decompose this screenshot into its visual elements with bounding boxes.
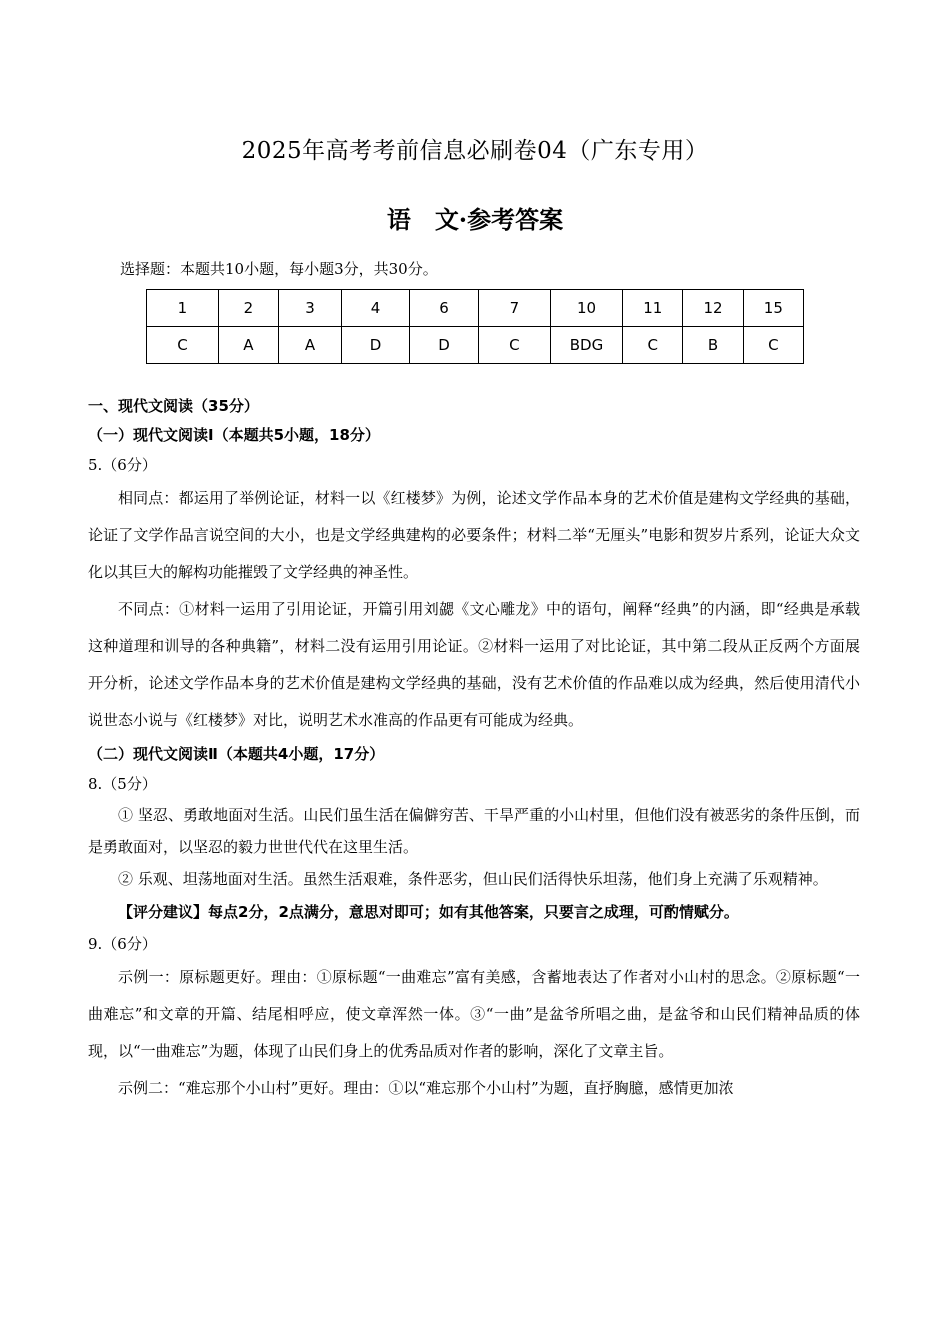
subtitle-rest: 文·参考答案 — [434, 205, 564, 234]
part-heading: （一）现代文阅读Ⅰ（本题共5小题，18分） — [88, 426, 380, 444]
question-number-cell: 10 — [550, 290, 622, 327]
question-number-cell: 7 — [478, 290, 550, 327]
answer-cell: C — [743, 327, 803, 364]
question-number-cell: 3 — [278, 290, 341, 327]
document-subtitle — [0, 200, 950, 235]
answer-paragraph: 示例一：原标题更好。理由：①原标题“一曲难忘”富有美感，含蓄地表达了作者对小山村的思念。②原标题“一曲难忘”和文章的开篇、结尾相呼应，使文章浑然一体。③“一曲”是盆爷所唱之曲，是盆爷和山民们精神品质的体现，以“一曲难忘”为题，体现了山民们身上的优秀品质对作者的影响，深化了文章主旨。 — [88, 968, 860, 1060]
answer-cell: C — [478, 327, 550, 364]
answer-paragraph: 示例二：“难忘那个小山村”更好。理由：①以“难忘那个小山村”为题，直抒胸臆，感情更加浓 — [118, 1079, 734, 1097]
answer-cell: D — [342, 327, 410, 364]
answer-cell: C — [623, 327, 683, 364]
document-title: 2025年高考考前信息必刷卷04（广东专用） — [241, 138, 709, 164]
part-heading: （二）现代文阅读Ⅱ（本题共4小题，17分） — [88, 745, 385, 763]
selection-intro: 选择题：本题共10小题，每小题3分，共30分。 — [120, 260, 438, 278]
answer-paragraph: 相同点：都运用了举例论证，材料一以《红楼梦》为例，论述文学作品本身的艺术价值是建构文学经典的基础，论证了文学作品言说空间的大小，也是文学经典建构的必要条件；材料二举“无厘头”电影和贺岁片系列，论证大众文化以其巨大的解构功能摧毁了文学经典的神圣性。 — [88, 489, 860, 581]
answer-cell: A — [218, 327, 278, 364]
question-number-cell: 15 — [743, 290, 803, 327]
answer-table — [146, 289, 804, 364]
answer-cell: C — [147, 327, 219, 364]
scoring-note: 【评分建议】每点2分，2点满分，意思对即可；如有其他答案，只要言之成理，可酌情赋分。 — [118, 903, 739, 921]
question-number-cell: 6 — [410, 290, 479, 327]
question-label: 5.（6分） — [88, 456, 157, 474]
answer-paragraph: ② 乐观、坦荡地面对生活。虽然生活艰难，条件恶劣，但山民们活得快乐坦荡，他们身上充满了乐观精神。 — [118, 870, 828, 888]
answer-paragraph: 不同点：①材料一运用了引用论证，开篇引用刘勰《文心雕龙》中的语句，阐释“经典”的内涵，即“经典是承载这种道理和训导的各种典籍”，材料二没有运用引用论证。②材料一运用了对比论证，其中第二段从正反两个方面展开分析，论述文学作品本身的艺术价值是建构文学经典的基础，没有艺术价值的作品难以成为经典，然后使用清代小说世态小说与《红楼梦》对比，说明艺术水准高的作品更有可能成为经典。 — [88, 600, 860, 729]
question-number-row — [147, 290, 804, 327]
section-heading: 一、现代文阅读（35分） — [88, 397, 259, 415]
question-number-cell: 4 — [342, 290, 410, 327]
answer-row — [147, 327, 804, 364]
question-number-cell: 2 — [218, 290, 278, 327]
answer-paragraph: ① 坚忍、勇敢地面对生活。山民们虽生活在偏僻穷苦、干旱严重的小山村里，但他们没有被恶劣的条件压倒，而是勇敢面对，以坚忍的毅力世世代代在这里生活。 — [88, 806, 860, 856]
answer-cell: D — [410, 327, 479, 364]
question-number-cell: 1 — [147, 290, 219, 327]
answer-cell: B — [683, 327, 743, 364]
answer-body — [88, 393, 860, 1107]
answer-cell: BDG — [550, 327, 622, 364]
subtitle-subject: 语 — [386, 205, 411, 234]
question-label: 8.（5分） — [88, 775, 157, 793]
question-number-cell: 12 — [683, 290, 743, 327]
answer-cell: A — [278, 327, 341, 364]
question-number-cell: 11 — [623, 290, 683, 327]
question-label: 9.（6分） — [88, 935, 157, 953]
